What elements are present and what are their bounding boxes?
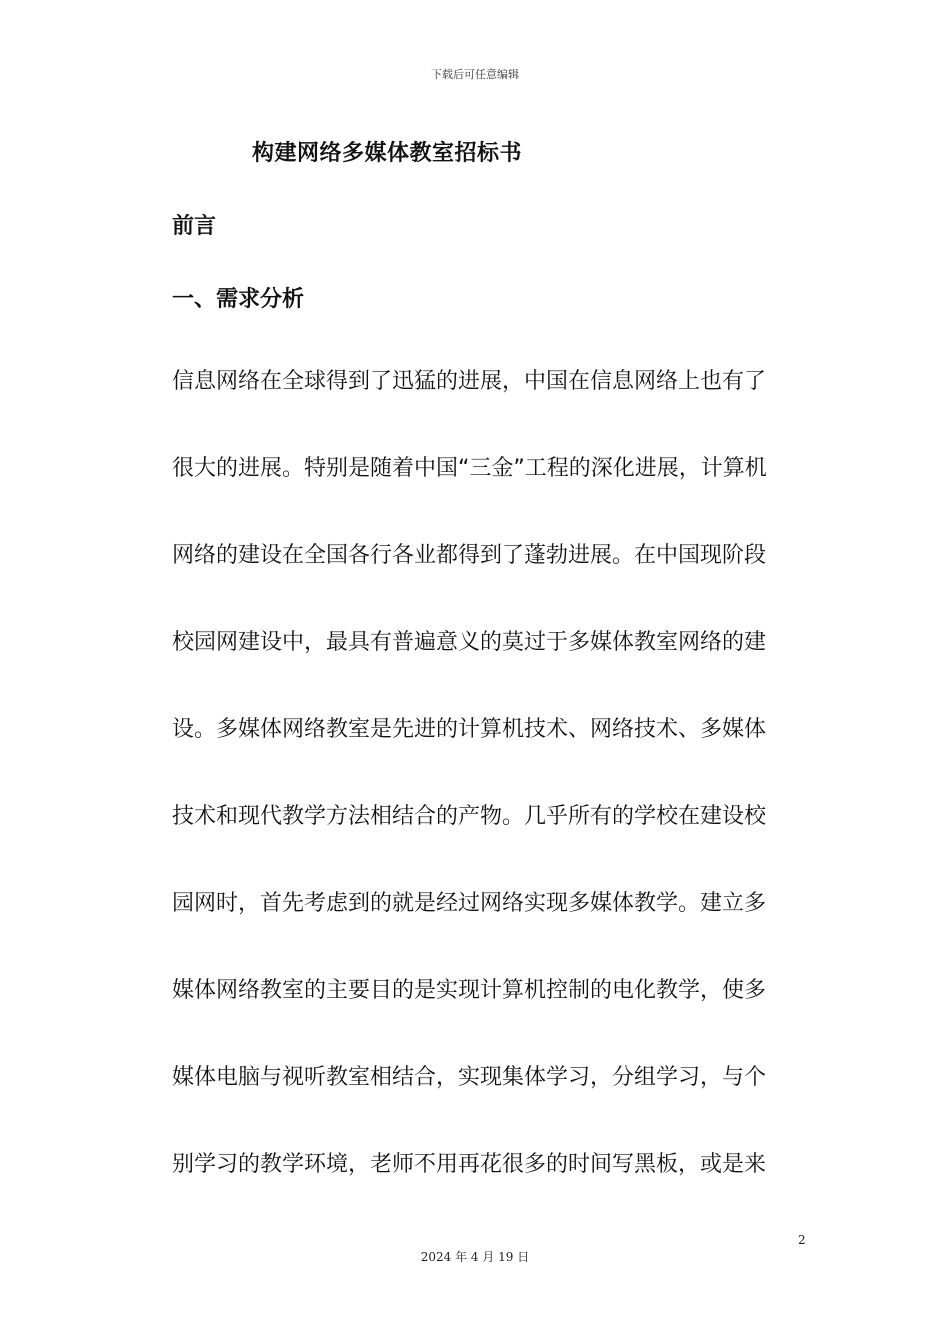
section-heading: 一、需求分析 <box>172 287 305 312</box>
body-line: 网络的建设在全国各行各业都得到了蓬勃进展。在中国现阶段 <box>172 543 767 568</box>
body-line: 校园网建设中，最具有普遍意义的莫过于多媒体教室网络的建 <box>172 630 767 655</box>
body-line: 很大的进展。特别是随着中国“三金”工程的深化进展，计算机 <box>172 456 767 481</box>
preface-heading: 前言 <box>172 214 217 239</box>
body-paragraph <box>172 338 812 1208</box>
page-number: 2 <box>798 1233 806 1247</box>
body-line: 媒体电脑与视听教室相结合，实现集体学习，分组学习，与个 <box>172 1065 767 1090</box>
body-line: 别学习的教学环境，老师不用再花很多的时间写黑板，或是来 <box>172 1152 767 1177</box>
body-line: 园网时，首先考虑到的就是经过网络实现多媒体教学。建立多 <box>172 891 767 916</box>
header-note: 下载后可任意编辑 <box>431 68 519 81</box>
body-line: 媒体网络教室的主要目的是实现计算机控制的电化教学，使多 <box>172 978 767 1003</box>
body-line: 信息网络在全球得到了迅猛的进展，中国在信息网络上也有了 <box>172 369 767 394</box>
body-line: 设。多媒体网络教室是先进的计算机技术、网络技术、多媒体 <box>172 717 767 742</box>
footer-date: 2024 年 4 月 19 日 <box>420 1250 530 1264</box>
body-line: 技术和现代教学方法相结合的产物。几乎所有的学校在建设校 <box>172 804 767 829</box>
document-title: 构建网络多媒体教室招标书 <box>252 141 523 166</box>
